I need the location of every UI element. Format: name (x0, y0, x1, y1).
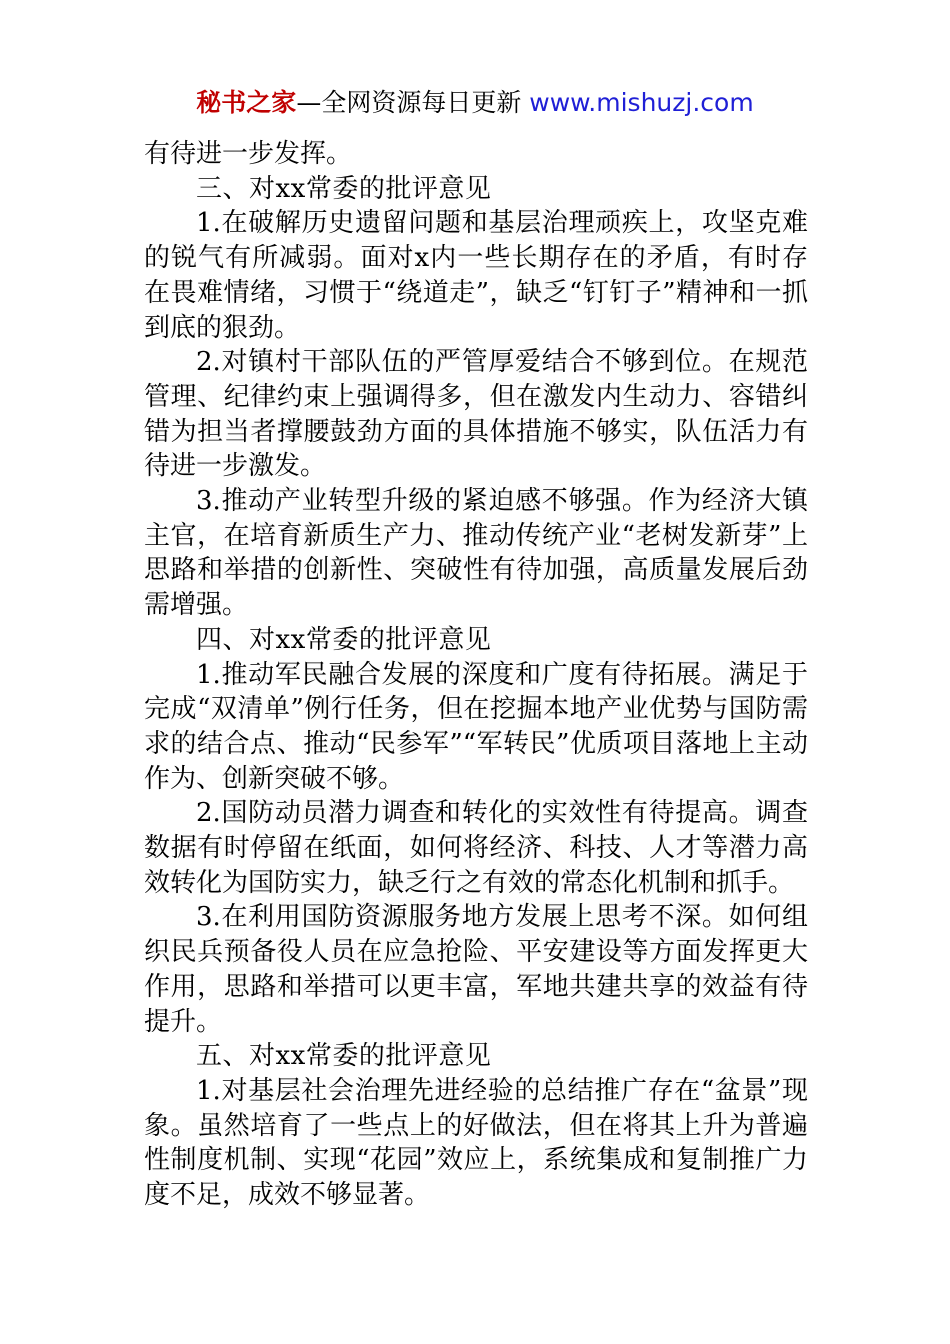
list-item: 3.推动产业转型升级的紧迫感不够强。作为经济大镇主官，在培育新质生产力、推动传统产业“老树发新芽”上思路和举措的创新性、突破性有待加强，高质量发展后劲需增强。 (144, 486, 808, 621)
brand-name: 秘书之家 (196, 88, 297, 117)
section-heading-3: 三、对xx常委的批评意见 (196, 173, 492, 204)
document-body (144, 137, 808, 1213)
list-item: 2.对镇村干部队伍的严管厚爱结合不够到位。在规范管理、纪律约束上强调得多，但在激发内生动力、容错纠错为担当者撑腰鼓劲方面的具体措施不够实，队伍活力有待进一步激发。 (144, 347, 808, 482)
list-item: 1.对基层社会治理先进经验的总结推广存在“盆景”现象。虽然培育了一些点上的好做法，但在将其上升为普遍性制度机制、实现“花园”效应上，系统集成和复制推广力度不足，成效不够显著。 (144, 1075, 808, 1211)
section-heading-5: 五、对xx常委的批评意见 (196, 1041, 492, 1072)
list-item: 1.在破解历史遗留问题和基层治理顽疾上，攻坚克难的锐气有所减弱。面对x内一些长期存在的矛盾，有时存在畏难情绪，习惯于“绕道走”，缺乏“钉钉子”精神和一抓到底的狠劲。 (144, 208, 808, 343)
page-header (0, 86, 950, 120)
section-heading-4: 四、对xx常委的批评意见 (196, 624, 492, 655)
list-item: 2.国防动员潜力调查和转化的实效性有待提高。调查数据有时停留在纸面，如何将经济、科技、人才等潜力高效转化为国防实力，缺乏行之有效的常态化机制和抓手。 (144, 798, 808, 898)
continuation-paragraph: 有待进一步发挥。 (144, 139, 353, 169)
site-url-link[interactable]: www.mishuzj.com (529, 88, 754, 117)
list-item: 3.在利用国防资源服务地方发展上思考不深。如何组织民兵预备役人员在应急抢险、平安建设等方面发挥更大作用，思路和举措可以更丰富，军地共建共享的效益有待提升。 (144, 902, 808, 1037)
header-tagline: —全网资源每日更新 (296, 88, 530, 117)
list-item: 1.推动军民融合发展的深度和广度有待拓展。满足于完成“双清单”例行任务，但在挖掘本地产业优势与国防需求的结合点、推动“民参军”“军转民”优质项目落地上主动作为、创新突破不够。 (144, 659, 808, 794)
